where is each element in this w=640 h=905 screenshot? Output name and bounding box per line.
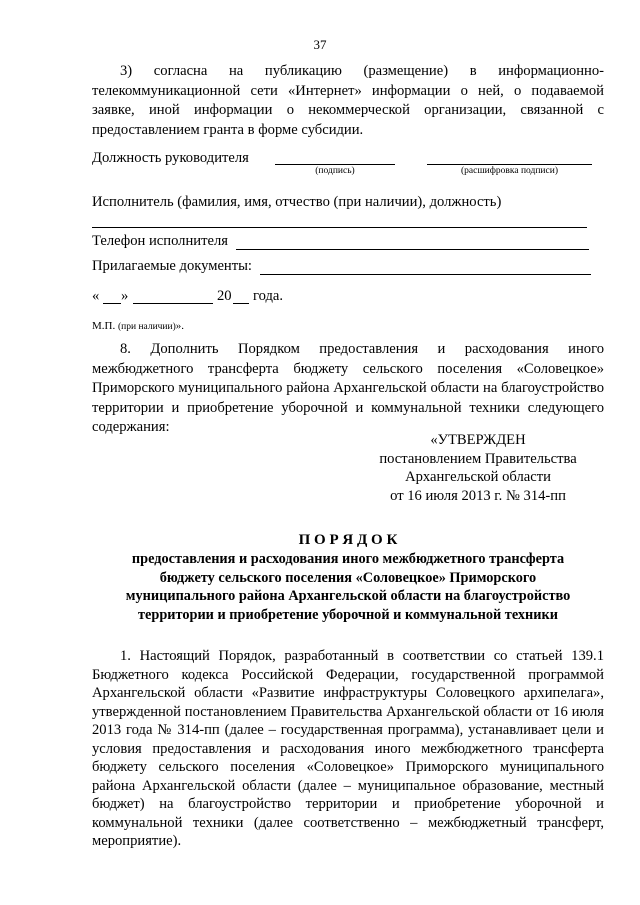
item-8-text: 8. Дополнить Порядком предоставления и расходования иного межбюджетного трансферта бюджету сельского поселения «Соловецкое» Приморского муниципального района Архангельской области на благоустройство территории и приобретение уборочной и коммунальной техники следующего содержания: xyxy=(92,341,604,436)
stamp-note: (при наличии) xyxy=(117,322,176,332)
attached-docs-line xyxy=(260,274,591,275)
stamp-mp: М.П. xyxy=(92,320,116,332)
date-open-quote: « xyxy=(92,288,100,304)
approval-block xyxy=(368,431,588,505)
subtitle-line-1: предоставления и расходования иного межбюджетного трансферта xyxy=(131,551,565,567)
date-year-line xyxy=(233,303,249,304)
date-close-quote: » xyxy=(121,288,129,304)
executor-line xyxy=(92,227,587,228)
subtitle-line-2: бюджету сельского поселения «Соловецкое» Приморского xyxy=(159,569,537,586)
approval-line-2: постановлением Правительства xyxy=(379,450,577,467)
executor-label: Исполнитель (фамилия, имя, отчество (при наличии), должность) xyxy=(92,194,502,210)
item-1-paragraph xyxy=(92,647,604,851)
item-3-text: 3) согласна на публикацию (размещение) в информационно-телекоммуникационной сети «Интернет» информации о ней, о подаваемой заявке, иной информации о некоммерческой организации, связанной с предоставлением гранта в форме субсидии. xyxy=(92,63,604,138)
stamp-line xyxy=(92,320,184,332)
signature-line xyxy=(275,164,395,165)
approval-line-3: Архангельской области xyxy=(405,469,551,485)
item-1-text: 1. Настоящий Порядок, разработанный в соответствии со статьей 139.1 Бюджетного кодекса Российской Федерации, государственной программой Архангельской области «Развитие инфраструктуры Соловецкого архипелага», утвержденной постановлением Правительства Архангельской области от 16 июля 2013 года № 314-пп (далее – государственная программа), устанавливает цели и условия предоставления и расходования иного межбюджетного трансферта бюджету сельского поселения «Соловецкое» Приморского муниципального района Архангельской области (далее – муниципальное образование, местный бюджет) на благоустройство территории и приобретение уборочной и коммунальной техники (далее соответственно – межбюджетный трансферт, мероприятие). xyxy=(92,648,604,849)
item-3-paragraph xyxy=(92,62,604,140)
attached-docs-label: Прилагаемые документы: xyxy=(92,258,252,274)
document-subtitle xyxy=(92,550,604,624)
subtitle-line-3: муниципального района Архангельской области на благоустройство xyxy=(125,588,571,604)
approval-line-4: от 16 июля 2013 г. № 314-пп xyxy=(390,487,566,504)
signature-decoding-line xyxy=(427,164,592,165)
stamp-tail: ». xyxy=(175,320,185,332)
signature-caption: (подпись) xyxy=(315,166,355,176)
date-month-line xyxy=(133,303,213,304)
subtitle-line-4: территории и приобретение уборочной и коммунальной техники xyxy=(138,606,558,623)
phone-line xyxy=(236,249,589,250)
document-title: П О Р Я Д О К xyxy=(298,532,398,548)
date-day-line xyxy=(103,303,121,304)
signature-decoding-caption: (расшифровка подписи) xyxy=(461,166,558,176)
item-8-paragraph xyxy=(92,340,604,438)
date-year-suffix: года. xyxy=(253,288,284,304)
page-number: 37 xyxy=(313,37,327,52)
date-year-prefix: 20 xyxy=(217,288,232,304)
position-label: Должность руководителя xyxy=(92,150,249,166)
approval-line-1: «УТВЕРЖДЕН xyxy=(430,432,526,448)
phone-label: Телефон исполнителя xyxy=(92,233,228,249)
